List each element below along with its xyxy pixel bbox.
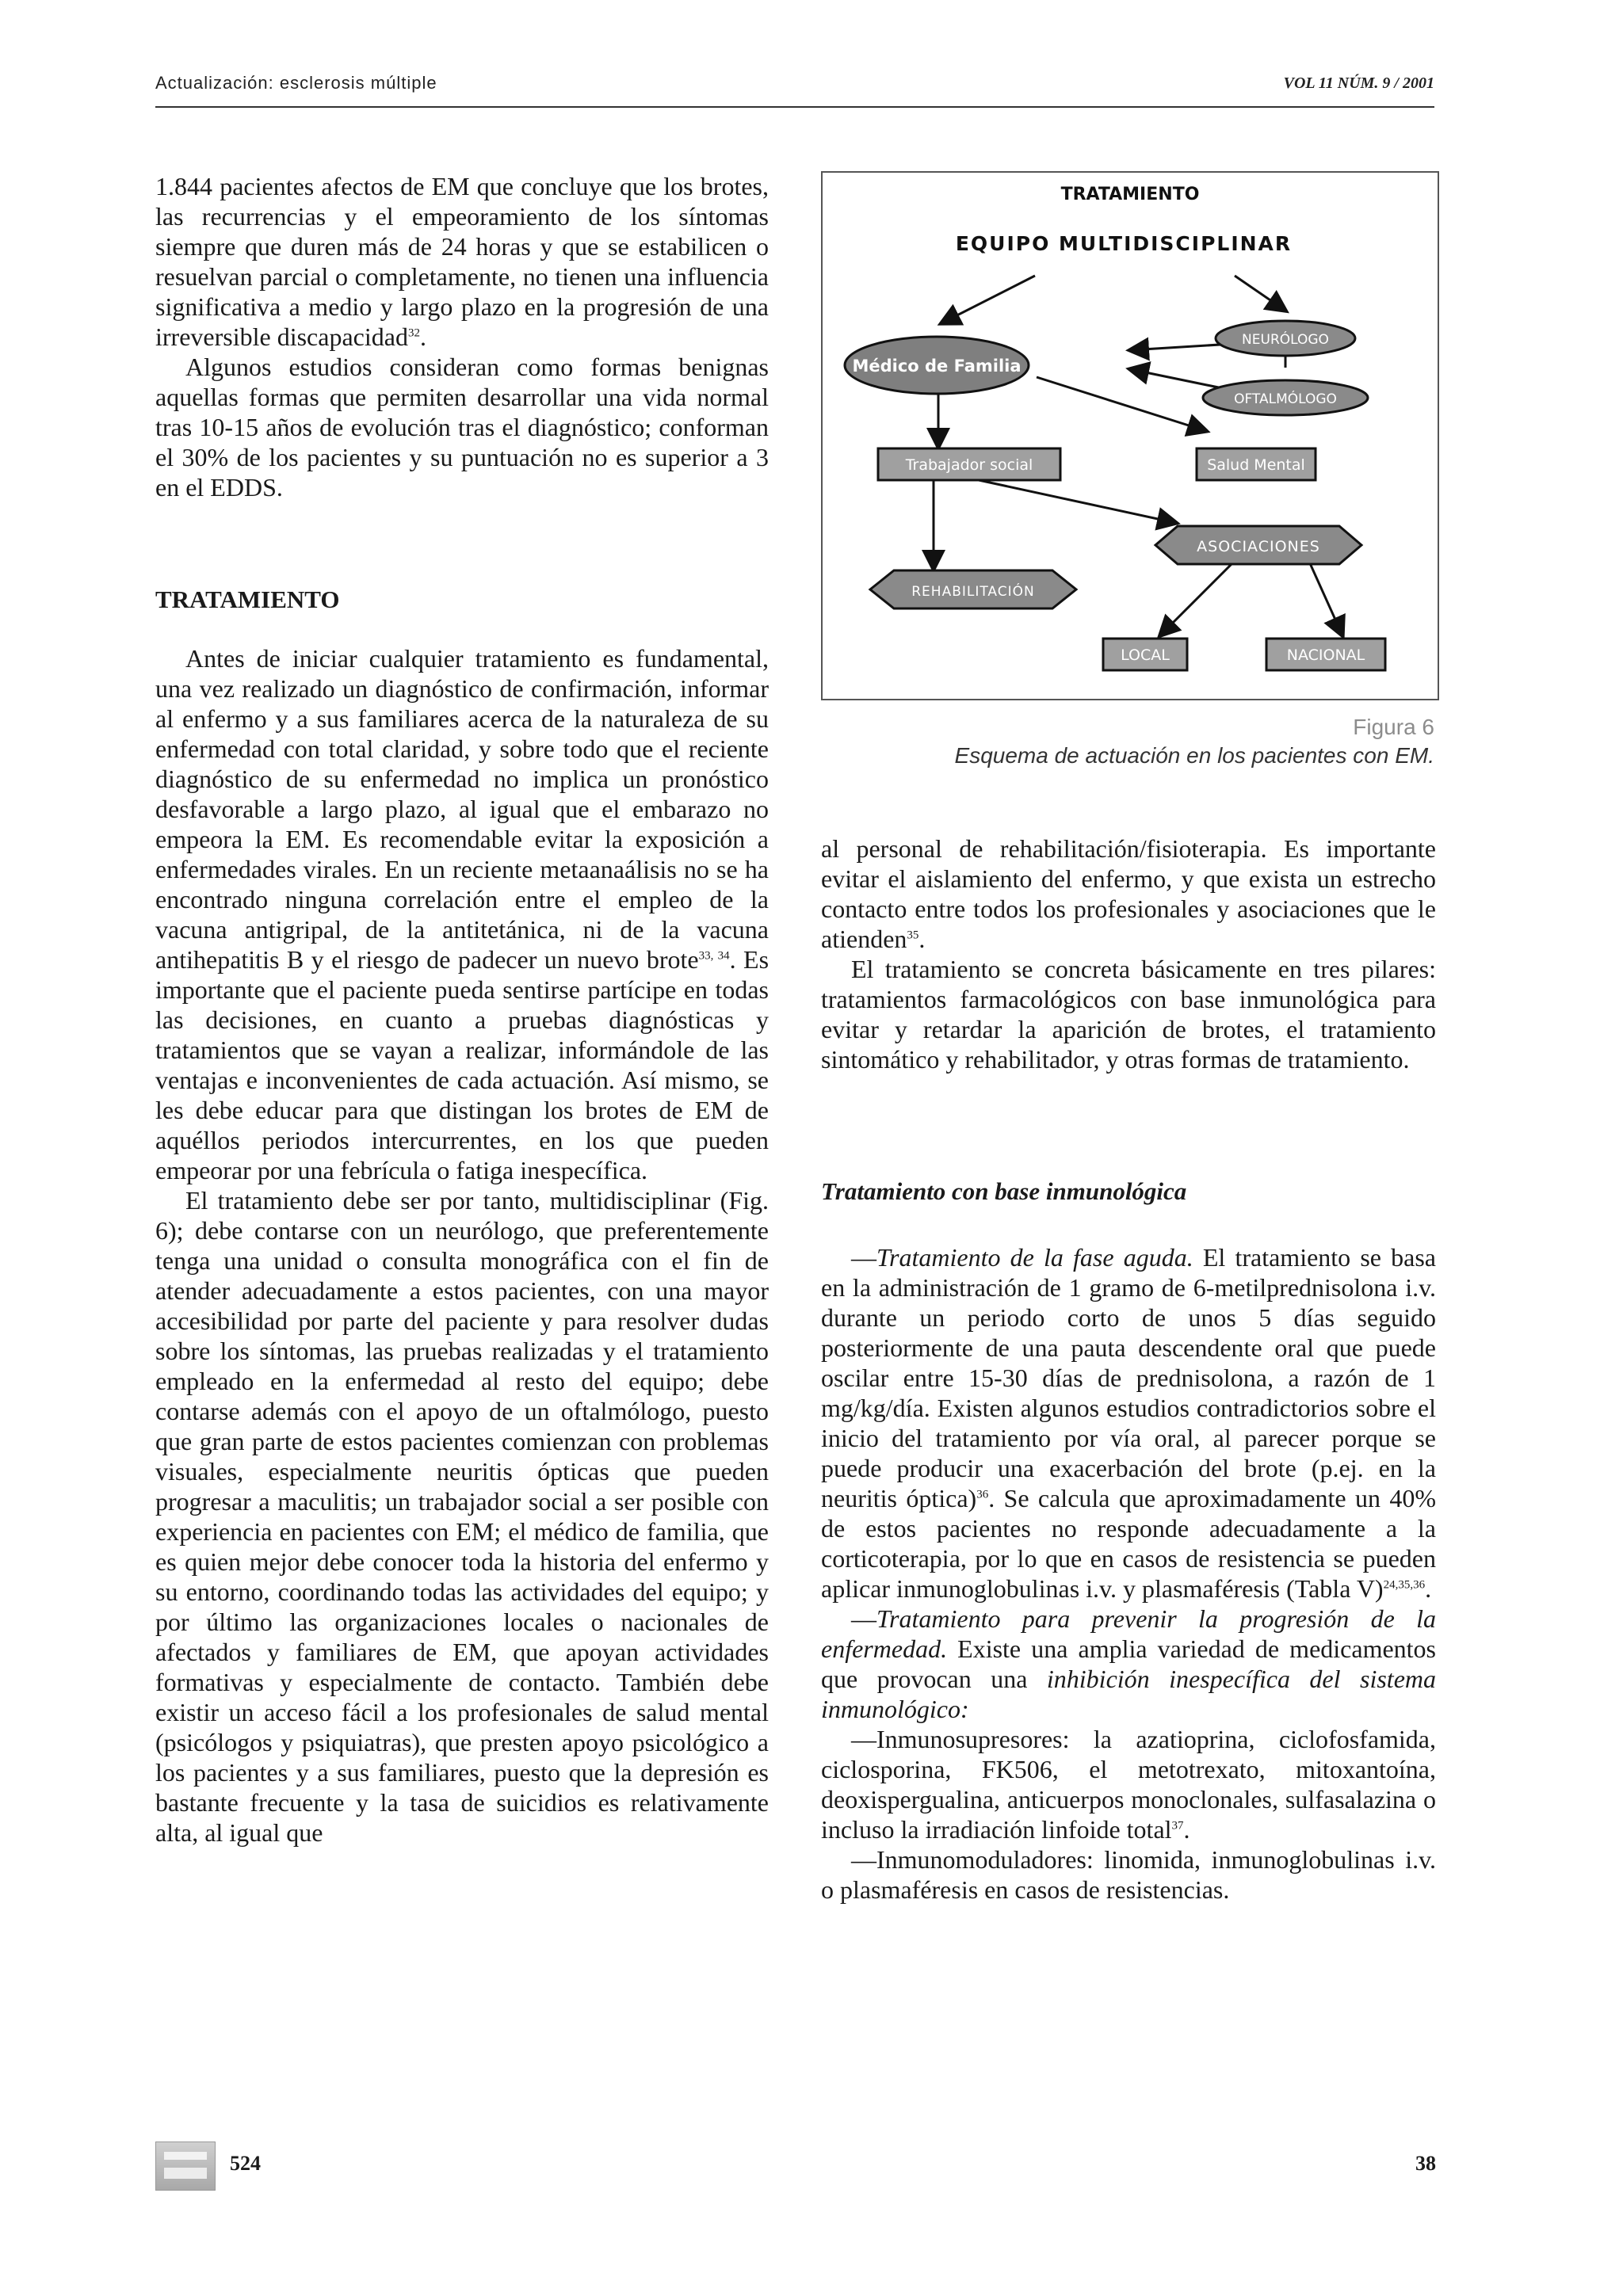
citation: 33, 34	[698, 949, 730, 963]
paragraph: Algunos estudios consideran como formas benignas aquellas formas que permiten desarrollar una vida normal tras 10-15 años de evolución tras el diagnóstico; conforman el 30% de los pacientes y su puntuación no es superior a 3 en el EDDS.	[155, 353, 769, 502]
trabajador-label: Trabajador social	[905, 456, 1033, 474]
left-column-body	[155, 643, 769, 1848]
paragraph: al personal de rehabilitación/fisioterapia. Es importante evitar el aislamiento del enfermo, y que exista un estrecho contacto entre todos los profesionales y asociaciones que le atienden$^{35}$.	[821, 834, 1436, 953]
right-column-body	[821, 1242, 1436, 1905]
arrow	[1306, 555, 1342, 635]
flowchart	[823, 173, 1438, 699]
paragraph: —Tratamiento para prevenir la progresión de la enfermedad. Existe una amplia variedad de medicamentos que provocan una inhibición inespecífica del sistema inmunológico:	[821, 1604, 1436, 1723]
citation: 36	[976, 1488, 989, 1501]
paragraph: —Tratamiento de la fase aguda. El tratamiento se basa en la administración de 1 gramo de 6-metilprednisolona i.v. durante un periodo corto de unos 5 días seguido posteriormente de una pauta descendente oral que puede oscilar entre 15-30 días de prednisolona, a razón de 1 mg/kg/día. Existen algunos estudios contradictorios sobre el inicio del tratamiento por vía oral, al parecer porque se puede producir una exacerbación del brote (p.ej. en la neuritis óptica)$^{36}$. Se calcula que aproximadamente un 40% de estos pacientes no responde adecuadamente a la corticoterapia, por lo que en casos de resistencia se pueden aplicar inmunoglobulinas i.v. y plasmaféresis (Tabla V)$^{24,35,36}$.	[821, 1243, 1437, 1603]
salud-label: Salud Mental	[1207, 456, 1305, 474]
paragraph: —Inmunosupresores: la azatioprina, ciclofosfamida, ciclosporina, FK506, el metotrexato, mitoxantoína, deoxispergualina, anticuerpos monoclonales, sulfasalazina o incluso la irradiación linfoide total$^{37}$.	[821, 1725, 1436, 1844]
paragraph: El tratamiento se concreta básicamente en tres pilares: tratamientos farmacológicos con base inmunológica para evitar y retardar la aparición de brotes, el tratamiento sintomático y rehabilitador, y otras formas de tratamiento.	[821, 955, 1436, 1074]
local-label: LOCAL	[1121, 646, 1170, 664]
citation: 35	[907, 929, 919, 942]
left-column	[155, 171, 769, 502]
paragraph: El tratamiento debe ser por tanto, multidisciplinar (Fig. 6); debe contarse con un neurólogo, que preferentemente tenga una unidad o consulta monográfica con el fin de atender adecuadamente a estos pacientes, con una mayor accesibilidad por parte del paciente y para resolver dudas sobre los síntomas, las pruebas realizadas y el tratamiento empleado en la enfermedad al resto del equipo; debe contarse además con el apoyo de un oftalmólogo, puesto que gran parte de estos pacientes comienzan con problemas visuales, especialmente neuritis ópticas que pueden progresar a maculitis; un trabajador social a ser posible con experiencia en pacientes con EM; el médico de familia, que es quien mejor debe conocer toda la historia del enfermo y su entorno, coordinando todas las actividades del equipo; y por último las organizaciones locales o nacionales de afectados y familiares de EM, que apoyan actividades formativas y especialmente de contacto. También debe existir un acceso fácil a los profesionales de salud mental (psicólogos y psiquiatras), que presten apoyo psicológico a los pacientes y a sus familiares, puesto que la depresión es bastante frecuente y la tasa de suicidios es relativamente alta, al igual que	[155, 1186, 769, 1847]
running-header: Actualización: esclerosis múltiple	[155, 73, 437, 93]
arrow	[1037, 377, 1206, 431]
oftalmologo-label: OFTALMÓLOGO	[1234, 391, 1337, 407]
medico-label: Médico de Familia	[852, 357, 1022, 376]
figure-caption: Esquema de actuación en los pacientes con EM.	[954, 743, 1434, 768]
citation: 24,35,36	[1383, 1578, 1426, 1592]
paragraph: Antes de iniciar cualquier tratamiento es fundamental, una vez realizado un diagnóstico de confirmación, informar al enfermo y a sus familiares acerca de la naturaleza de su enfermedad con total claridad, y sobre todo que el reciente diagnóstico de su enfermedad no implica un pronóstico desfavorable a largo plazo, al igual que el embarazo no empeora la EM. Es recomendable evitar la exposición a enfermedades virales. En un reciente metaanaálisis no se ha encontrado ninguna correlación entre el empleo de la vacuna antigripal, de la antitetánica, ni de la vacuna antihepatitis B y el riesgo de padecer un nuevo brote$^{33, 34}$. Es importante que el paciente pueda sentirse partícipe en todas las decisiones, en cuanto a pruebas diagnósticas y tratamientos que se vayan a realizar, informándole de las ventajas e inconvenientes de cada actuación. Así mismo, se les debe educar para que distingan los brotes de EM de aquéllos periodos intercurrentes, en los que pueden empeorar por una febrícula o fatiga inespecífica.	[155, 644, 769, 1184]
subsection-heading: Tratamiento con base inmunológica	[821, 1177, 1187, 1205]
citation: 32	[407, 326, 420, 340]
citation: 37	[1171, 1819, 1184, 1833]
rehabilitacion-label: REHABILITACIÓN	[911, 584, 1035, 600]
nacional-label: NACIONAL	[1286, 646, 1365, 664]
arrow	[941, 276, 1035, 323]
right-column	[821, 833, 1436, 1074]
figure-6	[821, 171, 1439, 700]
section-heading: TRATAMIENTO	[155, 585, 340, 613]
paragraph: 1.844 pacientes afectos de EM que concluye que los brotes, las recurrencias y el empeoramiento de los síntomas siempre que duren más de 24 horas y que se estabilicen o resuelvan parcial o completamente, no tienen una influencia significativa a medio y largo plazo en la progresión de una irreversible discapacidad$^{32}$.	[155, 172, 769, 351]
figure-subtitle: EQUIPO MULTIDISCIPLINAR	[955, 232, 1293, 255]
neurologo-label: NEURÓLOGO	[1242, 332, 1329, 348]
paragraph: —Inmunomoduladores: linomida, inmunoglobulinas i.v. o plasmaféresis en casos de resistencias.	[821, 1845, 1436, 1904]
figure-title: TRATAMIENTO	[1060, 185, 1200, 204]
page-number: 524	[230, 2152, 261, 2175]
arrow	[1235, 276, 1285, 311]
volume-info: VOL 11 NÚM. 9 / 2001	[1283, 74, 1434, 92]
publisher-logo	[155, 2142, 216, 2191]
article-page-number: 38	[1415, 2152, 1436, 2175]
header-rule	[155, 106, 1434, 108]
arrow	[1160, 555, 1241, 635]
figure-number: Figura 6	[1353, 715, 1434, 739]
asociaciones-label: ASOCIACIONES	[1197, 538, 1320, 555]
